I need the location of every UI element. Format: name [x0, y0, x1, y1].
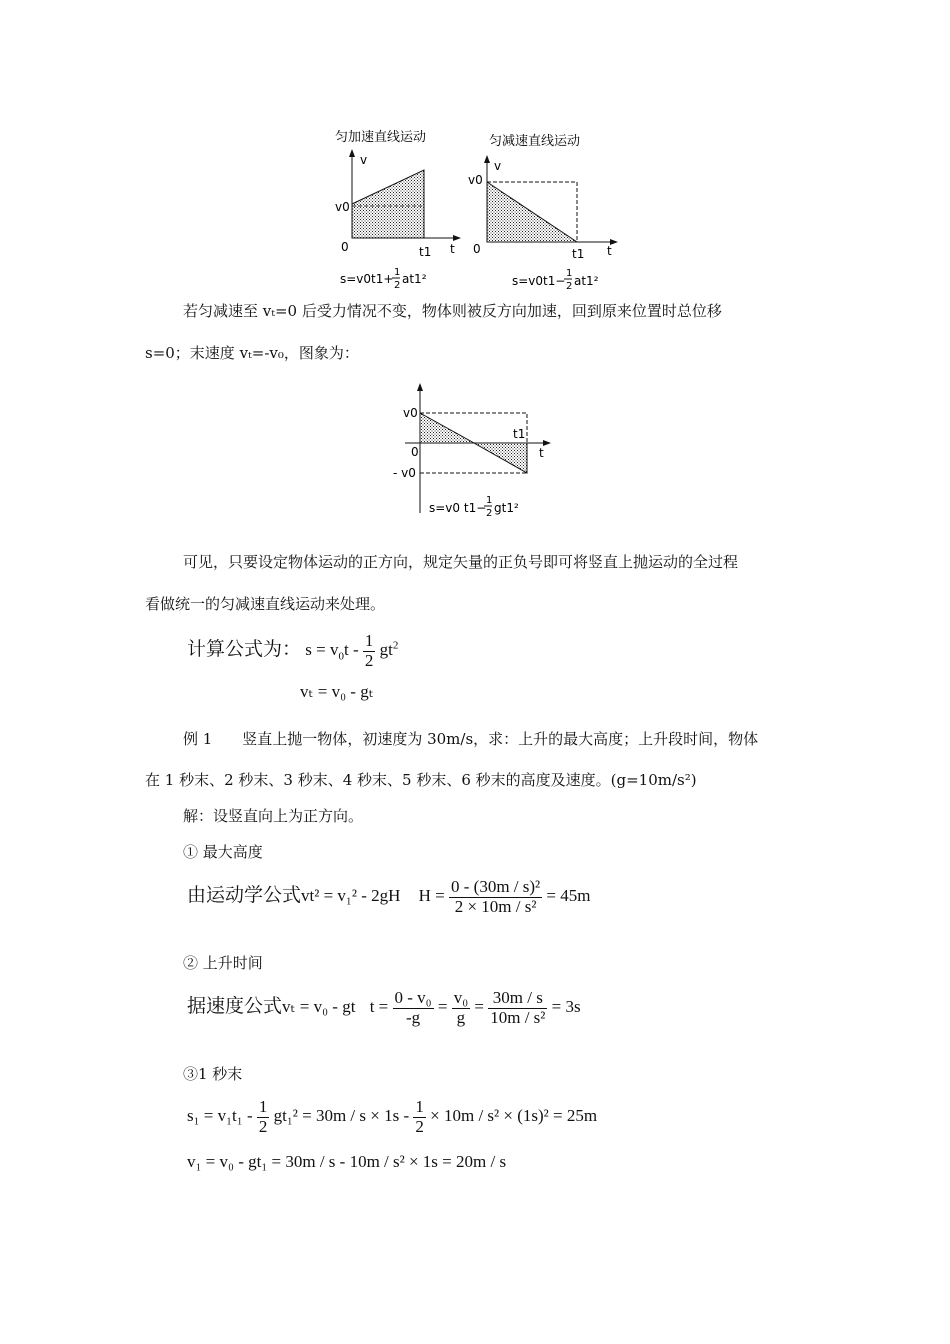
reverse-t-label: t — [539, 446, 544, 460]
accel-t-arrow — [453, 235, 461, 241]
step2-formula: 据速度公式vₜ = v₀ - gt t = $\frac{\text{0 - v₀}}{-g}$ = $\frac{\text{v₀}}{g}$ = $\frac{30m / s}{\text{10m / s²}}$ = 3s — [187, 988, 581, 1027]
calc-formula-1: 计算公式为： $s = v_0t$ - $\frac{1}{2}$ $gt^2$ — [187, 631, 399, 670]
decel-v-arrow — [484, 155, 490, 163]
reverse-formula-pre: s=v0 t1− — [429, 501, 487, 515]
accel-area — [352, 170, 424, 238]
reverse-area-positive — [420, 413, 474, 443]
step1-formula: 由运动学公式vt² = v₁² - 2gH H = $\frac{\text{0 - (30m / s)²}}{\text{2 × 10m / s²}}$ = 45m — [187, 877, 591, 916]
reverse-origin: 0 — [411, 445, 419, 459]
reverse-v-arrow — [417, 383, 423, 391]
decel-t-label: t — [607, 244, 612, 258]
reverse-formula-post: gt1² — [494, 501, 519, 515]
reverse-area-negative — [474, 443, 527, 473]
accel-v-arrow — [349, 149, 355, 157]
decel-formula-post: at1² — [574, 274, 599, 288]
step3-heading: ③1 秒末 — [183, 1065, 243, 1083]
decel-t1-label: t1 — [572, 247, 585, 261]
accel-v-label: v — [360, 153, 368, 167]
accel-v0-label: v0 — [335, 200, 350, 214]
accel-frac-den: 2 — [394, 280, 401, 291]
example1-line1: 例 1 竖直上抛一物体，初速度为 30m/s，求：上升的最大高度；上升段时间，物体 — [183, 730, 759, 748]
step3-formula-1: s₁ = v₁t₁ - $\frac{1}{2}$ gt₁² = 30m / s × 1s - $\frac{1}{2}$ × 10m / s² × (1s)² = 25m — [187, 1097, 598, 1136]
step3-formula-2: v₁ = v₀ - gt₁ = 30m / s - 10m / s² × 1s = 20m / s — [187, 1152, 507, 1171]
decel-area — [487, 182, 577, 242]
step2-heading: ② 上升时间 — [183, 954, 263, 972]
decel-title: 匀减速直线运动 — [489, 134, 581, 149]
reverse-frac-num: 1 — [486, 495, 493, 506]
reverse-graph — [385, 378, 560, 523]
para2-line1: 可见，只要设定物体运动的正方向，规定矢量的正负号即可将竖直上抛运动的全过程 — [183, 553, 739, 571]
reverse-v0-label: v0 — [403, 406, 418, 420]
accel-origin: 0 — [341, 240, 349, 254]
decel-formula-pre: s=v0t1− — [512, 274, 566, 288]
accel-graph — [330, 120, 465, 295]
calc-formula-2: vₜ = v₀ - gₜ — [300, 682, 374, 701]
reverse-neg-v0-label: - v0 — [393, 466, 416, 480]
accel-t-label: t — [450, 242, 455, 256]
reverse-frac-den: 2 — [486, 508, 493, 519]
decel-graph — [462, 120, 627, 295]
accel-formula-post: at1² — [402, 272, 427, 286]
accel-title: 匀加速直线运动 — [335, 130, 427, 145]
calc-label: 计算公式为： — [187, 638, 302, 661]
accel-formula-pre: s=v0t1+ — [340, 272, 394, 286]
para1-line2: s=0；末速度 vₜ=-v₀，图象为： — [145, 344, 359, 362]
reverse-t-arrow — [543, 440, 551, 446]
decel-v-label: v — [494, 159, 502, 173]
reverse-t1-label: t1 — [513, 427, 526, 441]
decel-frac-den: 2 — [566, 281, 573, 292]
para2-line2: 看做统一的匀减速直线运动来处理。 — [145, 595, 386, 613]
step1-heading: ① 最大高度 — [183, 843, 263, 861]
solution-intro: 解：设竖直向上为正方向。 — [183, 807, 364, 825]
accel-frac-num: 1 — [394, 267, 401, 278]
accel-t1-label: t1 — [419, 245, 432, 259]
decel-origin: 0 — [473, 242, 481, 256]
para1-line1: 若匀减速至 vₜ=0 后受力情况不变，物体则被反方向加速，回到原来位置时总位移 — [183, 302, 722, 320]
example1-line2: 在 1 秒末、2 秒末、3 秒末、4 秒末、5 秒末、6 秒末的高度及速度。(g=10m/s²) — [145, 771, 697, 789]
decel-v0-label: v0 — [468, 173, 483, 187]
decel-frac-num: 1 — [566, 268, 573, 279]
